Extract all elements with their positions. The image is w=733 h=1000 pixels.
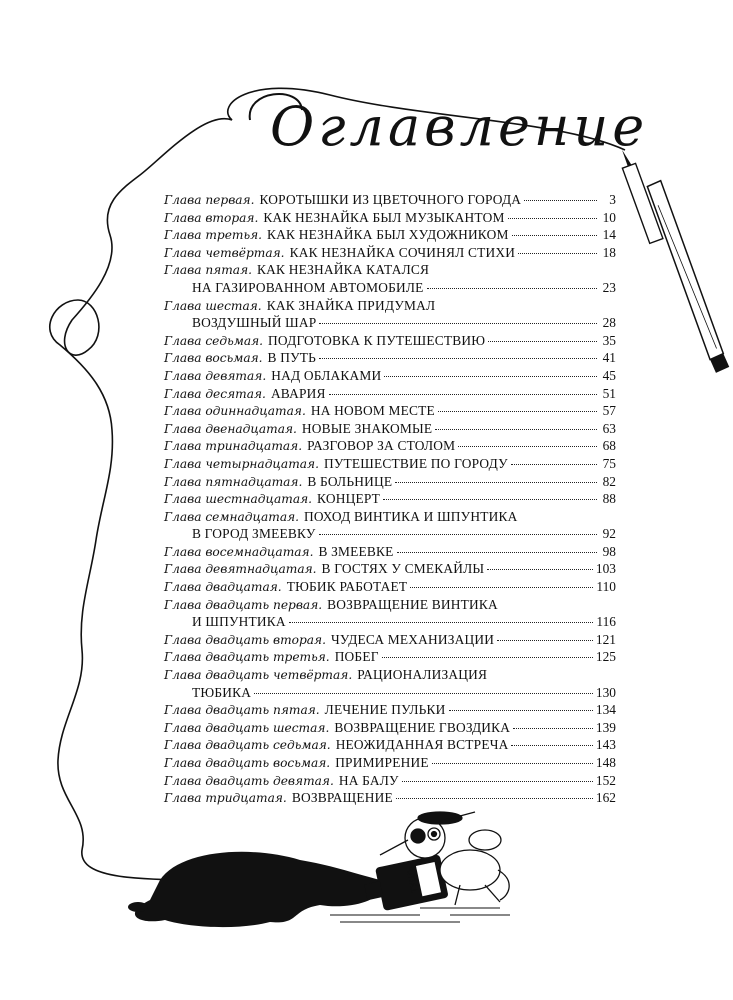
- toc-line: [164, 402, 616, 420]
- chapter-title: В ЗМЕЕВКЕ: [318, 543, 394, 559]
- toc-line: [164, 437, 616, 455]
- dot-leader: [438, 411, 597, 412]
- chapter-label: Глава пятая.: [164, 263, 253, 278]
- dot-leader: [449, 710, 593, 711]
- dot-leader: [524, 200, 597, 201]
- chapter-label: Глава семнадцатая.: [164, 509, 300, 524]
- page-number: 41: [602, 350, 616, 366]
- chapter-title: НЕОЖИДАННАЯ ВСТРЕЧА: [335, 737, 509, 753]
- chapter-title: КАК НЕЗНАЙКА КАТАЛСЯ: [257, 262, 430, 278]
- toc-entry[interactable]: [164, 297, 616, 332]
- page-number: 82: [602, 473, 616, 489]
- floor-hatching: [330, 908, 510, 922]
- page-number: 3: [609, 192, 616, 207]
- chapter-label: Глава двадцать четвёртая.: [164, 668, 353, 683]
- toc-entry[interactable]: [164, 455, 616, 473]
- toc-line: [164, 297, 616, 315]
- page-number: 121: [595, 631, 616, 647]
- toc-line: [164, 473, 616, 491]
- chapter-label: Глава десятая.: [164, 386, 266, 401]
- toc-entry[interactable]: [164, 719, 616, 737]
- toc-entry[interactable]: [164, 596, 616, 631]
- toc-line: [164, 455, 616, 473]
- chapter-label: Глава двадцать третья.: [164, 650, 330, 665]
- chapter-title: ПОХОД ВИНТИКА И ШПУНТИКА: [304, 508, 518, 524]
- toc-entry[interactable]: [164, 349, 616, 367]
- dot-leader: [402, 781, 593, 782]
- chapter-title: ВОЗВРАЩЕНИЕ ВИНТИКА: [327, 596, 498, 612]
- toc-line: [164, 191, 616, 209]
- toc-line: [164, 772, 616, 790]
- chapter-title: КАК НЕЗНАЙКА БЫЛ МУЗЫКАНТОМ: [263, 209, 505, 225]
- dot-leader: [513, 728, 593, 729]
- page-number: 88: [602, 491, 616, 507]
- page-title: Оглавление: [270, 95, 649, 158]
- dot-leader: [511, 745, 592, 746]
- toc-line: [164, 349, 616, 367]
- chapter-title: ВОЗВРАЩЕНИЕ: [291, 790, 393, 806]
- dot-leader: [397, 552, 597, 553]
- chapter-label: Глава двадцать седьмая.: [164, 738, 331, 753]
- toc-entry[interactable]: [164, 402, 616, 420]
- chapter-title: ВОЗВРАЩЕНИЕ ГВОЗДИКА: [334, 719, 511, 735]
- toc-line-continued: [164, 684, 616, 702]
- page-number: 139: [595, 719, 616, 735]
- chapter-label: Глава двадцать пятая.: [164, 703, 320, 718]
- dot-leader: [319, 323, 597, 324]
- heading-art: [0, 0, 733, 164]
- page-number: 92: [602, 526, 616, 542]
- page-number: 14: [602, 227, 616, 243]
- chapter-title: НАД ОБЛАКАМИ: [271, 367, 382, 383]
- chapter-title: В БОЛЬНИЦЕ: [307, 473, 393, 489]
- chapter-title: ЧУДЕСА МЕХАНИЗАЦИИ: [330, 631, 495, 647]
- chapter-label: Глава тридцатая.: [164, 791, 287, 806]
- table-of-contents: [164, 191, 616, 807]
- toc-entry[interactable]: [164, 648, 616, 666]
- chapter-title: ПОБЕГ: [334, 649, 379, 665]
- chapter-label: Глава четырнадцатая.: [164, 456, 319, 471]
- dot-leader: [432, 763, 593, 764]
- dot-leader: [487, 569, 593, 570]
- toc-entry[interactable]: [164, 736, 616, 754]
- dot-leader: [512, 235, 597, 236]
- chapter-label: Глава восемнадцатая.: [164, 544, 314, 559]
- dot-leader: [289, 622, 594, 623]
- page-number: 51: [602, 385, 616, 401]
- toc-entry[interactable]: [164, 437, 616, 455]
- page-number: 63: [602, 420, 616, 436]
- dot-leader: [427, 288, 598, 289]
- chapter-label: Глава четвёртая.: [164, 245, 285, 260]
- chapter-title-continued: И ШПУНТИКА: [192, 614, 286, 630]
- chapter-title: НА НОВОМ МЕСТЕ: [310, 403, 435, 419]
- chapter-label: Глава одиннадцатая.: [164, 404, 306, 419]
- dot-leader: [254, 693, 593, 694]
- toc-line-continued: [164, 613, 616, 631]
- toc-line: [164, 754, 616, 772]
- toc-line: [164, 631, 616, 649]
- toc-entry[interactable]: [164, 754, 616, 772]
- toc-line: [164, 719, 616, 737]
- toc-line: [164, 261, 616, 279]
- page-number: 148: [595, 755, 616, 770]
- toc-entry[interactable]: [164, 560, 616, 578]
- page-number: 23: [602, 279, 616, 295]
- chapter-title: ПРИМИРЕНИЕ: [335, 755, 429, 770]
- chapter-label: Глава девятая.: [164, 368, 267, 383]
- chapter-title: РАЗГОВОР ЗА СТОЛОМ: [307, 438, 456, 454]
- page-number: 10: [602, 209, 616, 225]
- dot-leader: [435, 429, 597, 430]
- chapter-label: Глава двадцать шестая.: [164, 720, 330, 735]
- chapter-label: Глава двадцать девятая.: [164, 773, 334, 788]
- chapter-title-continued: ТЮБИКА: [192, 684, 252, 700]
- toc-line: [164, 508, 616, 526]
- page-number: 143: [595, 737, 616, 753]
- toc-entry[interactable]: [164, 191, 616, 209]
- chapter-title: ПУТЕШЕСТВИЕ ПО ГОРОДУ: [323, 455, 508, 471]
- page-number: 162: [595, 790, 616, 806]
- toc-line: [164, 490, 616, 508]
- chapter-title-continued: НА ГАЗИРОВАННОМ АВТОМОБИЛЕ: [192, 279, 424, 295]
- chapter-label: Глава двадцать первая.: [164, 597, 323, 612]
- page-number: 68: [602, 438, 616, 454]
- dot-leader: [319, 358, 597, 359]
- pen-icon: [620, 139, 730, 382]
- toc-line: [164, 367, 616, 385]
- dot-leader: [508, 218, 597, 219]
- dot-leader: [395, 482, 597, 483]
- ink-bottle-icon: [361, 854, 448, 914]
- page-number: 116: [596, 614, 616, 630]
- page-number: 18: [602, 244, 616, 260]
- toc-line: [164, 560, 616, 578]
- page-number: 103: [595, 561, 616, 577]
- page-number: 134: [595, 702, 616, 718]
- toc-line: [164, 701, 616, 719]
- chapter-title: В ПУТЬ: [267, 350, 317, 366]
- chapter-title: КАК ЗНАЙКА ПРИДУМАЛ: [266, 297, 436, 313]
- ink-blot: [135, 852, 382, 927]
- toc-entry[interactable]: [164, 789, 616, 807]
- page-number: 35: [602, 332, 616, 348]
- toc-line: [164, 648, 616, 666]
- toc-entry[interactable]: [164, 772, 616, 790]
- dot-leader: [384, 376, 597, 377]
- chapter-title: В ГОСТЯХ У СМЕКАЙЛЫ: [321, 561, 485, 577]
- page-number: 98: [602, 543, 616, 559]
- page-number: 28: [602, 315, 616, 331]
- page-number: 45: [602, 367, 616, 383]
- toc-entry[interactable]: [164, 385, 616, 403]
- chapter-label: Глава двадцатая.: [164, 580, 282, 595]
- dot-leader: [383, 499, 597, 500]
- page-number: 130: [595, 684, 616, 700]
- ink-bottle-label: ТУШЬ: [405, 865, 421, 894]
- chapter-label: Глава первая.: [164, 193, 255, 207]
- chapter-title: НОВЫЕ ЗНАКОМЫЕ: [301, 420, 433, 436]
- toc-line: [164, 789, 616, 807]
- page-number: 152: [595, 772, 616, 788]
- toc-entry[interactable]: [164, 420, 616, 438]
- page-number: 125: [595, 649, 616, 665]
- toc-line: [164, 332, 616, 350]
- toc-line-continued: [164, 314, 616, 332]
- chapter-title: ПОДГОТОВКА К ПУТЕШЕСТВИЮ: [268, 332, 486, 348]
- toc-line: [164, 209, 616, 227]
- toc-line: [164, 543, 616, 561]
- page-number: 57: [602, 403, 616, 419]
- page-number: 75: [602, 455, 616, 471]
- chapter-label: Глава шестнадцатая.: [164, 492, 313, 507]
- toc-entry[interactable]: [164, 261, 616, 296]
- toc-line: [164, 420, 616, 438]
- dot-leader: [329, 394, 597, 395]
- chapter-label: Глава седьмая.: [164, 333, 264, 348]
- dot-leader: [319, 534, 597, 535]
- toc-line-continued: [164, 525, 616, 543]
- toc-entry[interactable]: [164, 543, 616, 561]
- toc-entry[interactable]: [164, 508, 616, 543]
- toc-entry[interactable]: [164, 666, 616, 701]
- toc-line: [164, 385, 616, 403]
- chapter-label: Глава двенадцатая.: [164, 421, 297, 436]
- toc-entry[interactable]: [164, 701, 616, 719]
- toc-line-continued: [164, 279, 616, 297]
- toc-line: [164, 666, 616, 684]
- toc-line: [164, 736, 616, 754]
- chapter-label: Глава шестая.: [164, 298, 262, 313]
- chapter-title: ЛЕЧЕНИЕ ПУЛЬКИ: [324, 702, 446, 718]
- chapter-title: ТЮБИК РАБОТАЕТ: [286, 579, 408, 595]
- chapter-label: Глава двадцать восьмая.: [164, 756, 331, 770]
- chapter-title-continued: В ГОРОД ЗМЕЕВКУ: [192, 526, 316, 542]
- toc-entry[interactable]: [164, 578, 616, 596]
- toc-line: [164, 596, 616, 614]
- chapter-title: КОРОТЫШКИ ИЗ ЦВЕТОЧНОГО ГОРОДА: [259, 192, 522, 207]
- page-number: 110: [596, 579, 616, 595]
- chapter-title: КОНЦЕРТ: [317, 491, 381, 507]
- chapter-label: Глава двадцать вторая.: [164, 632, 326, 647]
- dot-leader: [396, 798, 593, 799]
- chapter-label: Глава тринадцатая.: [164, 439, 303, 454]
- chapter-title: КАК НЕЗНАЙКА БЫЛ ХУДОЖНИКОМ: [267, 227, 509, 243]
- chapter-title: АВАРИЯ: [270, 385, 326, 401]
- chapter-title-continued: ВОЗДУШНЫЙ ШАР: [192, 315, 317, 331]
- dot-leader: [382, 657, 593, 658]
- chapter-label: Глава восьмая.: [164, 351, 263, 366]
- chapter-label: Глава девятнадцатая.: [164, 562, 317, 577]
- chapter-label: Глава третья.: [164, 228, 263, 243]
- chapter-title: КАК НЕЗНАЙКА СОЧИНЯЛ СТИХИ: [289, 244, 516, 260]
- toc-entry[interactable]: [164, 490, 616, 508]
- toc-entry[interactable]: [164, 332, 616, 350]
- dot-leader: [497, 640, 593, 641]
- chapter-label: Глава пятнадцатая.: [164, 474, 303, 489]
- toc-entry[interactable]: [164, 226, 616, 244]
- chapter-title: НА БАЛУ: [338, 772, 399, 788]
- dot-leader: [488, 341, 597, 342]
- toc-line: [164, 244, 616, 262]
- dot-leader: [511, 464, 597, 465]
- chapter-label: Глава вторая.: [164, 210, 259, 225]
- toc-line: [164, 226, 616, 244]
- toc-entry[interactable]: [164, 209, 616, 227]
- chapter-title: РАЦИОНАЛИЗАЦИЯ: [357, 667, 488, 683]
- toc-line: [164, 578, 616, 596]
- dot-leader: [458, 446, 597, 447]
- toc-entry[interactable]: [164, 244, 616, 262]
- toc-entry[interactable]: [164, 367, 616, 385]
- toc-entry[interactable]: [164, 631, 616, 649]
- toc-entry[interactable]: [164, 473, 616, 491]
- dot-leader: [518, 253, 597, 254]
- dot-leader: [410, 587, 593, 588]
